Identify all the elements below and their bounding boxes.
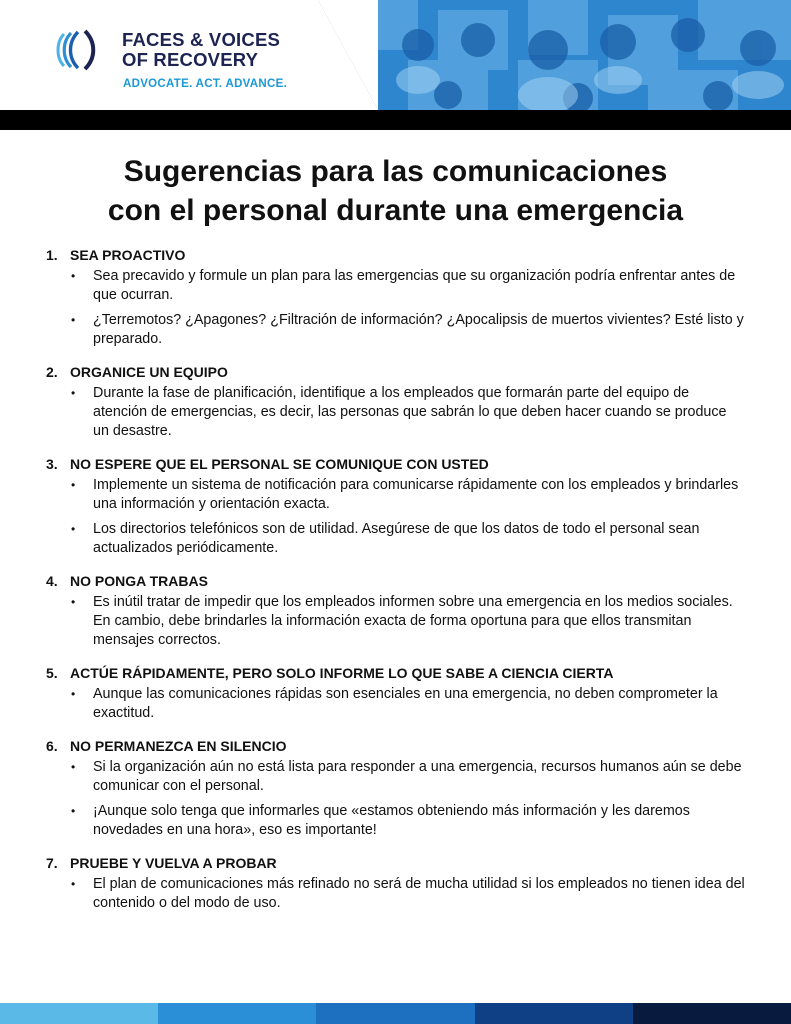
footer-segment-1 [0, 1003, 158, 1024]
tip-bullet-list [46, 685, 746, 723]
tip-heading: PRUEBE Y VUELVA A PROBAR [70, 855, 277, 871]
header-divider-band [0, 110, 791, 130]
bullet-icon: • [71, 877, 76, 891]
bullet-icon: • [71, 687, 76, 701]
tip-heading: NO PERMANEZCA EN SILENCIO [70, 738, 287, 754]
tip-bullet-item [46, 758, 746, 796]
bullet-icon: • [71, 478, 76, 492]
tip-bullet-list [46, 875, 746, 913]
bullet-icon: • [71, 269, 76, 283]
tip-number: 3. [46, 456, 58, 472]
tip-section-heading-row [46, 572, 746, 590]
footer-color-bar [0, 1003, 791, 1024]
tip-bullet-list [46, 384, 746, 441]
tip-section [46, 572, 746, 650]
voices-waves-logo-icon [52, 28, 112, 72]
footer-segment-2 [158, 1003, 316, 1024]
tip-bullet-item [46, 311, 746, 349]
tip-section-heading-row [46, 246, 746, 264]
tip-section [46, 664, 746, 723]
tip-bullet-item [46, 520, 746, 558]
brand-name: FACES & VOICES OF RECOVERY [122, 29, 281, 70]
tip-bullet-item [46, 685, 746, 723]
tip-section-heading-row [46, 737, 746, 755]
tip-bullet-text: Implemente un sistema de notificación para comunicarse rápidamente con los empleados y brindarles una información y orientación exacta. [93, 477, 739, 512]
footer-segment-5 [633, 1003, 791, 1024]
bullet-icon: • [71, 804, 76, 818]
tip-section-heading-row [46, 455, 746, 473]
footer-segment-3 [316, 1003, 474, 1024]
tips-list [46, 246, 746, 927]
tip-bullet-text: Aunque las comunicaciones rápidas son esenciales en una emergencia, no deben comprometer la exactitud. [93, 686, 718, 721]
tip-section-heading-row [46, 664, 746, 682]
tip-bullet-list [46, 593, 746, 650]
tip-number: 5. [46, 665, 58, 681]
tip-heading: NO PONGA TRABAS [70, 573, 208, 589]
tip-bullet-text: Es inútil tratar de impedir que los empleados informen sobre una emergencia en los medios sociales. En cambio, debe brindarles la información exacta de forma oportuna para que ellos transmitan mensajes correctos. [93, 594, 733, 648]
tip-heading: NO ESPERE QUE EL PERSONAL SE COMUNIQUE CON USTED [70, 456, 489, 472]
tip-heading: ORGANICE UN EQUIPO [70, 364, 228, 380]
tip-bullet-item [46, 875, 746, 913]
bullet-icon: • [71, 313, 76, 327]
tip-bullet-text: Sea precavido y formule un plan para las emergencias que su organización podría enfrentar antes de que ocurran. [93, 268, 736, 303]
tip-bullet-item [46, 593, 746, 650]
tip-bullet-item [46, 267, 746, 305]
tip-number: 6. [46, 738, 58, 754]
tip-section [46, 363, 746, 441]
tip-section [46, 737, 746, 840]
tip-bullet-list [46, 476, 746, 558]
footer-segment-4 [475, 1003, 633, 1024]
bullet-icon: • [71, 522, 76, 536]
tip-bullet-text: ¡Aunque solo tenga que informarles que «estamos obteniendo más información y les daremos novedades en una hora», eso es importante! [93, 803, 690, 838]
tip-bullet-item [46, 802, 746, 840]
bullet-icon: • [71, 760, 76, 774]
tip-number: 4. [46, 573, 58, 589]
collage-of-faces-icon [318, 0, 791, 110]
tip-bullet-text: Si la organización aún no está lista para responder a una emergencia, recursos humanos aún se debe comunicar con el personal. [93, 759, 742, 794]
tip-bullet-item [46, 384, 746, 441]
tip-section [46, 455, 746, 558]
tip-bullet-item [46, 476, 746, 514]
page-title-line-1: Sugerencias para las comunicaciones [123, 155, 668, 188]
tip-bullet-text: Los directorios telefónicos son de utilidad. Asegúrese de que los datos de todo el personal sean actualizados periódicamente. [93, 521, 700, 556]
tip-number: 7. [46, 855, 58, 871]
tip-section-heading-row [46, 363, 746, 381]
tip-bullet-text: El plan de comunicaciones más refinado no será de mucha utilidad si los empleados no tienen idea del contenido o del modo de uso. [93, 876, 745, 911]
tip-section-heading-row [46, 854, 746, 872]
tip-bullet-text: ¿Terremotos? ¿Apagones? ¿Filtración de información? ¿Apocalipsis de muertos vivientes? Esté listo y preparado. [93, 312, 744, 347]
page-header [0, 0, 791, 110]
page-title [0, 152, 791, 230]
tip-number: 1. [46, 247, 58, 263]
tip-section [46, 854, 746, 913]
tip-heading: ACTÚE RÁPIDAMENTE, PERO SOLO INFORME LO QUE SABE A CIENCIA CIERTA [70, 665, 614, 681]
header-photo-collage [318, 0, 791, 110]
tip-bullet-list [46, 267, 746, 349]
page-title-line-2: con el personal durante una emergencia [107, 194, 684, 227]
tip-section [46, 246, 746, 349]
tip-bullet-text: Durante la fase de planificación, identifique a los empleados que formarán parte del equipo de atención de emergencias, es decir, las personas que sabrán lo que deben hacer cuando se produce un desastre. [93, 385, 727, 439]
bullet-icon: • [71, 386, 76, 400]
brand-tagline: ADVOCATE. ACT. ADVANCE. [123, 78, 288, 90]
tip-bullet-list [46, 758, 746, 840]
bullet-icon: • [71, 595, 76, 609]
tip-number: 2. [46, 364, 58, 380]
tip-heading: SEA PROACTIVO [70, 247, 186, 263]
